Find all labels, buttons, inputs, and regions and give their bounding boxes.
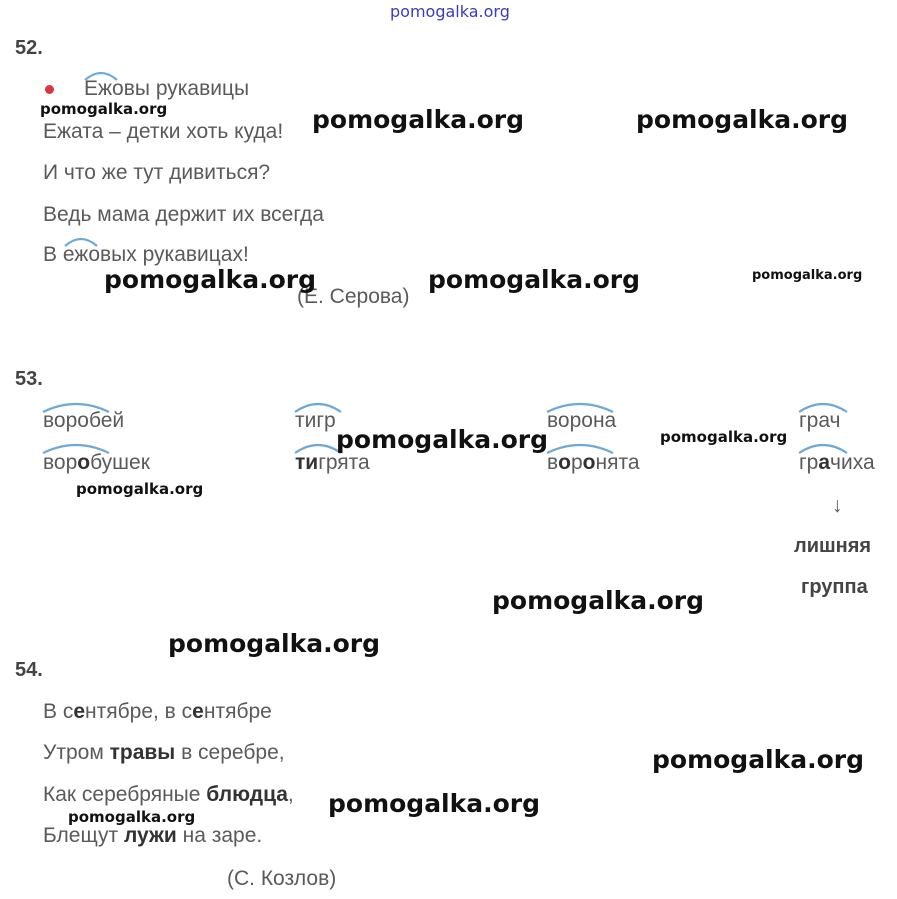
watermark: pomogalka.org: [492, 586, 705, 615]
word-tigr: тигр: [295, 409, 336, 432]
word-grachikha: грачиха: [799, 451, 875, 474]
watermark: pomogalka.org: [168, 629, 381, 658]
watermark: pomogalka.org: [660, 428, 788, 446]
poem-author: (Е. Серова): [297, 285, 410, 308]
word-vorona: ворона: [547, 409, 617, 432]
poem-line-4: В ежовых рукавицах!: [43, 243, 249, 266]
word-voronyata: воронята: [547, 451, 640, 474]
watermark: pomogalka.org: [40, 100, 168, 118]
note-group: группа: [801, 576, 868, 598]
poem2-line-3: Как серебряные блюдца,: [43, 783, 294, 806]
poem2-line-4: Блещут лужи на заре.: [43, 824, 263, 847]
exercise-54-number: 54.: [15, 659, 43, 681]
word-vorobushek: воробушек: [43, 451, 150, 474]
watermark: pomogalka.org: [336, 425, 549, 454]
note-extra: лишняя: [794, 535, 872, 557]
exercise-53-number: 53.: [15, 368, 43, 390]
watermark: pomogalka.org: [104, 265, 317, 294]
bullet-icon: [45, 85, 54, 94]
watermark: pomogalka.org: [328, 789, 541, 818]
poem2-line-2: Утром травы в серебре,: [43, 741, 285, 764]
watermark: pomogalka.org: [652, 745, 865, 774]
watermark: pomogalka.org: [428, 265, 641, 294]
watermark-top: pomogalka.org: [390, 2, 510, 21]
watermark: pomogalka.org: [752, 268, 863, 283]
exercise-52-number: 52.: [15, 37, 43, 59]
poem2-line-1: В сентябре, в сентябре: [43, 700, 272, 723]
watermark: pomogalka.org: [312, 105, 525, 134]
poem2-author: (С. Козлов): [227, 867, 337, 890]
watermark: pomogalka.org: [68, 808, 196, 826]
watermark: pomogalka.org: [76, 480, 204, 498]
poem-line-2: И что же тут дивиться?: [43, 161, 271, 184]
word-vorobey: воробей: [43, 409, 125, 432]
watermark: pomogalka.org: [636, 105, 849, 134]
poem-title: Ежовы рукавицы: [84, 77, 250, 100]
word-tigryata: тигрята: [295, 451, 370, 474]
poem-line-1: Ежата – детки хоть куда!: [43, 120, 284, 143]
poem-line-3: Ведь мама держит их всегда: [43, 203, 324, 226]
word-grach: грач: [799, 409, 841, 432]
arrow-down-icon: ↓: [832, 494, 843, 517]
